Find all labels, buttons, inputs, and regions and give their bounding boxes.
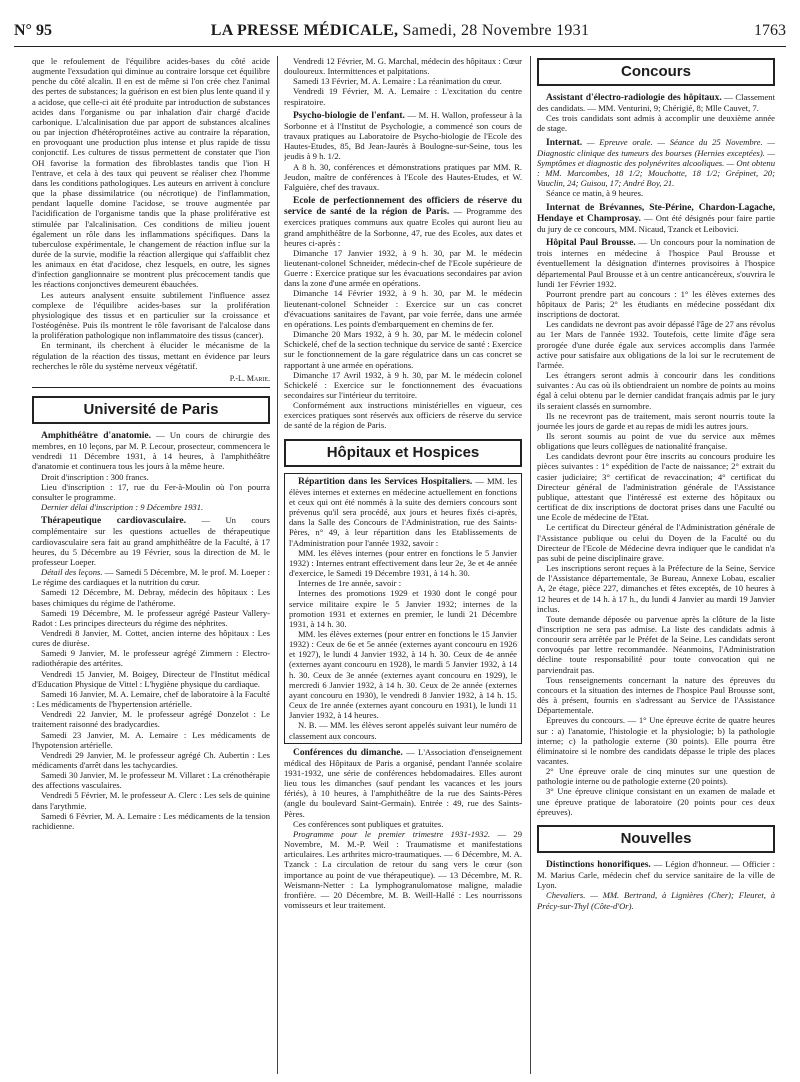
brousse-paragraph: Ils ne recevront pas de traitement, mais seront nourris toute la journée les jours de garde et au repas de midi les autres jours. (537, 410, 775, 431)
notice-line: Ces trois candidats sont admis à accomplir une deuxième année de stage. (537, 113, 775, 134)
lecture-item: Samedi 16 Janvier, M. A. Lemaire, chef de laboratoire à la Faculté : Les médicaments de l'hypertension artérielle. (32, 688, 270, 710)
column-3 (537, 56, 775, 1074)
lecture-item: Samedi 30 Janvier, M. le professeur M. Villaret : La crénothérapie des affections vasculaires. (32, 770, 270, 791)
brousse-paragraph: Epreuves du concours. — 1° Une épreuve écrite de quatre heures sur : a) l'anatomie, l'histologie et la physiologie; b) la pathologie interne; c) la pathologie externe (30 points). Elle pourra être éliminatoire si le nombre des candidats dépasse le triple des places vacantes. (537, 715, 775, 766)
column-1 (32, 56, 270, 1074)
notice-line: MM. les élèves internes (pour entrer en fonctions le 5 Janvier 1932) : Internes entrant effectivement dans leur 2e, 3e et 4e année d'exercice, le Samedi 19 Décembre 1931, à 14 h. 30. (289, 547, 517, 579)
brousse-paragraph: Les inscriptions seront reçues à la Préfecture de la Seine, Service de l'Assistance départementale, 3e Bureau, Annexe Lobau, escalier A, 2e étage, pièce 227, dimanches et fêtes exceptés, de 10 heures à 12 heures et de 14 h. à 17 h., du lundi 4 Janvier au mardi 19 Janvier inclus. (537, 563, 775, 614)
notice-line: A 8 h. 30, conférences et démonstrations pratiques par MM. R. Jeudon, maître de conférences à l'Ecole des Hautes-Etudes, et W. Falguière, chef des travaux. (284, 161, 522, 192)
lecture-item: Vendredi 29 Janvier, M. le professeur agrégé Ch. Aubertin : Les médicaments d'arrêt dans les tachycardies. (32, 749, 270, 770)
brousse-paragraph: 3° Une épreuve clinique consistant en un examen de malade et une épreuve pratique de laboratoire (20 points pour ces deux épreuves). (537, 786, 775, 817)
exercise-item: Dimanche 14 Février 1932, à 9 h. 30, par M. le médecin lieutenant-colonel Schneider : Exercice sur un cas concret d'évacuations sanitaires de l'avant, par voie ferrée, dans une armée en opérations. Les points d'embarquement en chemins de fer. (284, 288, 522, 329)
notice-anatomie: Amphithéâtre d'anatomie. — Un cours de chirurgie des membres, en 10 leçons, par M. P. Lecour, prosecteur, commencera le vendredi 11 Décembre 1931, à 14 heures, à l'amphithéâtre d'anatomie et continuera tous les jours à la même heure. (32, 430, 270, 472)
notice-line: Dernier délai d'inscription : 9 Décembre 1931. (41, 502, 204, 513)
lecture-item: Samedi 9 Janvier, M. le professeur agrégé Zimmern : Electro-radiothérapie des artérites. (32, 648, 270, 669)
lecture-item: Samedi 19 Décembre, M. le professeur agrégé Pasteur Vallery-Radot : Les principes directeurs du régime des néphrites. (32, 607, 270, 628)
notice-detail: Détail des leçons. — Samedi 5 Décembre, M. le prof. M. Loeper : Le régime des cardiaques et la nutrition du cœur. (32, 567, 270, 588)
lecture-item: Vendredi 15 Janvier, M. Boigey, Directeur de l'Institut médical d'Education Physique de Vittel : L'hygiène physique du cardiaque. (32, 668, 270, 689)
exercise-item: Dimanche 20 Mars 1932, à 9 h. 30, par M. le médecin colonel Schickelé, chef de la section technique du service de santé : Exercice sur le fonctionnement de la gare régulatrice dans un cas concret se rapportant à une armée en opérations. (284, 329, 522, 370)
brousse-paragraph: Les candidats devront pour être inscrits au concours produire les pièces suivantes : 1° expédition de l'acte de naissance; 2° extrait du casier judiciaire; 3° certificat de revaccination; 4° certificat du Directeur général de l'administration générale de l'Assistance publique, attestant que l'intéressé est externe des hôpitaux ou certificat de dix inscriptions de doctorat prises dans une Faculté ou une Ecole de médecine de l'Etat. (537, 451, 775, 523)
notice-line: N. B. — MM. les élèves seront appelés suivant leur numéro de classement aux concours. (289, 720, 517, 741)
issue-number: N° 95 (14, 22, 52, 39)
notice-line: Internes des promotions 1929 et 1930 dont le congé pour service militaire expire le 5 Janvier 1932; internes de la promotion 1931 et externes en premier, le lundi 21 Décembre 1931, à 14 h. 30. (289, 588, 517, 629)
brousse-paragraph: Tous renseignements concernant la nature des épreuves du concours et la situation des internes de l'hospice Paul Brousse sont, dès à présent, fournis en s'adressant au Service de l'Assistance Départementale. (537, 674, 775, 716)
notice-line: Séance ce matin, à 9 heures. (546, 188, 644, 199)
section-title-hopitaux: Hôpitaux et Hospices (284, 439, 522, 467)
article-paragraph: Les auteurs analysent ensuite subtilement l'influence assez complexe de l'équilibre acides-bases sur la prolifération physiologique des tissus et en particulier sur la croissance et l'ostéogénèse. Puis ils montrent le rôle favorisant de l'alcalose dans la prolifération pathologique non inflammatoire des tissus (cancer). (32, 289, 270, 341)
notice-programme: Programme pour le premier trimestre 1931-1932. — 29 Novembre, M. M.-P. Weil : Traumatisme et manifestations articulaires. Les arthrites micro-traumatiques. — 6 Décembre, M. A. Tzanck : La circulation de retour du sang vers le cœur (son importance au point de vue thérapeutique). — 13 Décembre, M. R. Weismann-Netter : La lymphogranulomatose maligne, maladie fronfière. — 20 Décembre, M. B. Weill-Hallé : Les nourrissons vomisseurs et leur traitement. (284, 828, 522, 911)
exercise-item: Conformément aux instructions ministérielles en vigueur, ces exercices pratiques sont réservés aux officiers de réserve du service de santé de la région de Paris. (284, 400, 522, 431)
article-paragraph: En terminant, ils cherchent à élucider le mécanisme de la régulation de la réaction des tissus, mettant en évidence par leurs recherches le rôle du système nerveux végétatif. (32, 340, 270, 371)
brousse-paragraph: Ils seront soumis au point de vue du service aux mêmes obligations que leurs collègues de nationalité française. (537, 431, 775, 452)
page-header (14, 20, 786, 47)
brousse-paragraph: Toute demande déposée ou parvenue après la clôture de la liste d'inscription ne sera pas admise. La liste des candidats admis à concourir sera arrêtée par le Préfet de la Seine. Les candidats seront convoqués par lettre recommandée. Néanmoins, l'Administration décline toute responsabilité pour toute convocation qui ne parviendrait pas. (537, 613, 775, 675)
notice-conferences: Conférences du dimanche. — L'Association d'enseignement médical des Hôpitaux de Paris a organisé, pendant l'année scolaire 1931-1932, une série de conférences hebdomadaires. Elles auront lieu tous les dimanches (sauf pendant les vacances et les jours fériés), à 10 heures, à l'amphithéâtre de la rue des Saints-Pères (angle du boulevard Saint-Germain). Entrée : 49, rue des Saints-Pères. (284, 746, 522, 819)
section-title-nouvelles: Nouvelles (537, 825, 775, 853)
brousse-paragraph: Le certificat du Directeur général de l'Administration générale de l'Assistance publique ou celui du Doyen de la Faculté ou du Directeur de l'Ecole de Médecine devra indiquer que le candidat n'a pas subi de peine disciplinaire grave. (537, 522, 775, 563)
exercise-item: Dimanche 17 Avril 1932, à 9 h. 30, par M. le médecin colonel Schickelé : Exercice sur le fonctionnement des évacuations secondaires sur l'intérieur du territoire. (284, 369, 522, 400)
notice-ecole: Ecole de perfectionnement des officiers de réserve du service de santé de la région de Paris. — Programme des exercices pratiques communs aux quatre Ecoles qui auront lieu au grand amphithéâtre de la Sorbonne, 47, rue des Ecoles, aux dates et heures ci-après : (284, 196, 522, 248)
notice-assistant: Assistant d'électro-radiologie des hôpitaux. — Classement des candidats. — MM. Venturini, 9; Chérigié, 8; Mlle Cauvet, 7. (537, 92, 775, 114)
column-2 (284, 56, 522, 1074)
lecture-item: Vendredi 5 Février, M. le professeur A. Clerc : Les sels de quinine dans l'arythmie. (32, 790, 270, 811)
brousse-paragraph: Les étrangers seront admis à concourir dans les conditions suivantes : Au cas où ils obtiendraient un nombre de points au moins égal à celui obtenu par le dernier candidat français admis par le jury ils seraient classés en surnombre. (537, 370, 775, 411)
notice-brousse: Hôpital Paul Brousse. — Un concours pour la nomination de trois internes en médecine à l'hospice Paul Brousse et éventuellement la désignation d'internes provisoires à l'hospice départemental Paul Brousse et à un centre anticancéreux, s'ouvrira le lundi 1er Février 1932. (537, 237, 775, 289)
journal-title: LA PRESSE MÉDICALE, Samedi, 28 Novembre 1931 (210, 22, 590, 39)
signature: P.-L. Marie. (32, 373, 270, 388)
notice-line: Internes de 1re année, savoir : (298, 578, 402, 589)
notice-line: Chevaliers. — MM. Bertrand, à Lignières (Cher); Fleuret, à Précy-sur-Thyl (Côte-d'Or). (537, 890, 775, 911)
lecture-item: Vendredi 8 Janvier, M. Cottet, ancien interne des hôpitaux : Les cures de diurèse. (32, 627, 270, 649)
notice-line: Droit d'inscription : 300 francs. (41, 471, 149, 482)
notice-internat: Internat. — Epreuve orale. — Séance du 25 Novembre. — Diagnostic clinique des tumeurs des bourses (Hernies exceptées). — Symptômes et diagnostic des polynévrites alcooliques. — Ont obtenu : MM. Marcombes, 18 1/2; Mouchotte, 18 1/2; Grépinet, 20; Vauclin, 24; Guisou, 17; André Boy, 21. (537, 136, 775, 189)
lecture-item: Samedi 13 Février, M. A. Lemaire : La réanimation du cœur. (293, 76, 502, 87)
notice-brevannes: Internat de Brévannes, Ste-Périne, Chardon-Lagache, Hendaye et Champrosay. — Ont été désignés pour faire partie du jury de ce concours, MM. Nicaud, Tzanck et Leibovici. (537, 202, 775, 234)
column-divider (277, 56, 278, 1074)
lecture-item: Samedi 12 Décembre, M. Debray, médecin des hôpitaux : Les bases chimiques du régime de l'athérome. (32, 587, 270, 608)
notice-psycho: Psycho-biologie de l'enfant. — M. H. Wallon, professeur à la Sorbonne et à l'Institut de Psychologie, a commencé son cours de travaux pratiques au Laboratoire de Psycho-biologie de l'Ecole des Hautes-Etudes, 85, Bd Jean-Jaurès à Boulogne-sur-Seine, tous les jeudis à 9 h. 1/2. (284, 109, 522, 162)
lecture-item: Samedi 6 Février, M. A. Lemaire : Les médicaments de la tension rachidienne. (32, 810, 270, 831)
notice-line: MM. les élèves externes (pour entrer en fonctions le 15 Janvier 1932) : Ceux de 6e et 5e année (externes ayant concouru en 1926 et 1927), le lundi 4 Janvier 1932, à 14 h. 30. Ceux de 4e année (externes ayant concouru en 1928), le mardi 5 Janvier 1932, à 14 h. 30. Ceux de 3e année (externes ayant concouru en 1929), le mercredi 6 Janvier 1932, à 14 h. 30. Ceux de 2e année (externes ayant concouru en 1930), le vendredi 8 Janvier 1932, à 14 h. 15. Ceux de 1re année (externes ayant concouru en 1931), le lundi 11 Janvier 1932, à 14 heures. (289, 628, 517, 721)
notice-line: Lieu d'inscription : 17, rue du Fer-à-Moulin où l'on pourra consulter le programme. (32, 481, 270, 502)
lecture-item: Vendredi 12 Février, M. G. Marchal, médecin des hôpitaux : Cœur douloureux. Intermittences et palpitations. (284, 56, 522, 77)
exercise-item: Dimanche 17 Janvier 1932, à 9 h. 30, par M. le médecin lieutenant-colonel Schneider, médecin-chef de l'Ecole supérieure de Guerre : Exercice pratique sur les évacuations secondaires par avion dans la zone d'une armée en opérations. (284, 247, 522, 289)
repartition-box (284, 473, 522, 744)
notice-distinctions: Distinctions honorifiques. — Légion d'honneur. — Officier : M. Marius Carle, médecin chef du service sanitaire de la ville de Lyon. (537, 858, 775, 891)
article-continuation: que le refoulement de l'équilibre acides-bases du côté acide augmente l'exsudation qui diminue au contraire lorsque cet équilibre penche du côté alcalin. Il en est de même si l'on crée chez l'animal des pertes de substances; la guérison en est bien plus lente quand il y a acidose, que celle-ci ait été produite par introduction de substances acides dans l'organisme ou par inhalation d'air chargé d'acide carbonique. L'alcalinisation due par apport de substances alcalines ou par injection d'hétéroprotéines active au contraire la réparation, en provoquant une production plus intense et plus rapide de tissu conjonctif. Les cultures de tissus permettent de constater que l'ion OH favorise la formation des fibroblastes tandis que l'ion H l'entrave, et cela à des taux qui peuvent se réaliser chez l'homme dans les conditions pathologiques. Les auteurs en arrivent à conclure que la phase dissimilatrice (ou nécrotique) de l'inflammation, pendant laquelle domine l'acidose, se trouve augmentée par l'acidification de l'organisme tandis que la phase proliférative est stimulée par l'alcalinisation. Ces conditions de milieu jouent également un rôle dans les inflammations spécifiques. Dans la tuberculose expérimentale, le changement de réaction influe sur la durée de la survie, modifie la réaction allergique qui s'affaiblit chez les animaux en état d'acidose, chez lesquels, en outre, les signes d'infection ganglionnaire se montrent plus précocement tandis que les réactions conjonctives demeurent ébauchées. (32, 56, 270, 290)
section-title-universite: Université de Paris (32, 396, 270, 424)
section-title-concours: Concours (537, 58, 775, 86)
notice-line: Ces conférences sont publiques et gratuites. (293, 818, 444, 829)
brousse-paragraph: Pourront prendre part au concours : 1° les élèves externes des hôpitaux de Paris; 2° les étudiants en médecine possédant dix inscriptions de doctorat. (537, 288, 775, 320)
page-number: 1763 (754, 22, 786, 39)
brousse-paragraph: 2° Une épreuve orale de cinq minutes sur une question de pathologie interne ou de pathologie externe (20 points). (537, 766, 775, 787)
notice-repartition: Répartition dans les Services Hospitaliers. — MM. les élèves internes et externes en médecine actuellement en fonctions et ceux qui ont été nommés à la suite des derniers concours sont prévenus qu'il sera procédé, aux jours et heures fixés ci-après, dans la Salle des Concours de l'Administration, rue des Saints-Pères, n° 49, à leur répartition dans les Etablissements de l'Administration pour l'année 1932, savoir : (289, 475, 517, 548)
brousse-paragraph: Les candidats ne devront pas avoir dépassé l'âge de 27 ans révolus au 1er Mars de l'année 1932. Toutefois, cette limite d'âge sera prorogée d'une durée égale aux services accomplis dans l'armée active pour satisfaire aux obligations de la loi sur le recrutement de l'armée. (537, 319, 775, 370)
lecture-item: Samedi 23 Janvier, M. A. Lemaire : Les médicaments de l'hypotension artérielle. (32, 729, 270, 750)
column-divider (530, 56, 531, 1074)
lecture-item: Vendredi 22 Janvier, M. le professeur agrégé Donzelot : Le traitement raisonné des bradycardies. (32, 709, 270, 730)
notice-therapeutique: Thérapeutique cardiovasculaire. — Un cours complémentaire sur les questions actuelles de thérapeutique cardiovasculaire sera fait au grand amphithéâtre de la Faculté, à 17 heures, du 5 Décembre au 19 Février, sous la direction de M. le professeur Loeper. (32, 515, 270, 567)
lecture-item: Vendredi 19 Février, M. A. Lemaire : L'excitation du centre respiratoire. (284, 86, 522, 107)
